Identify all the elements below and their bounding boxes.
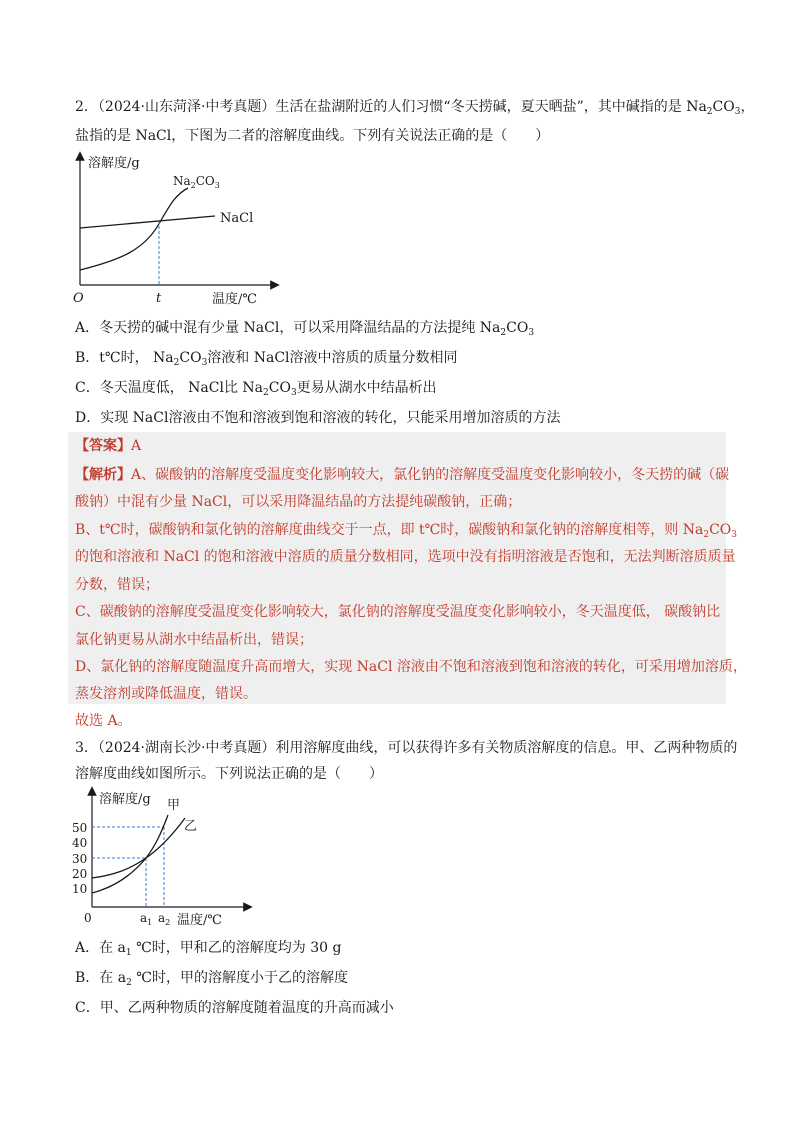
q2-option-a-sub: 2: [500, 328, 507, 338]
q2-option-c: [75, 378, 724, 398]
q2-nacl-label: NaCl: [220, 211, 254, 226]
q2-stem-text-c: ，: [740, 99, 755, 115]
q2-option-c-text-c: 更易从湖水中结晶析出: [296, 380, 437, 396]
q2-x-label: 温度/℃: [212, 292, 257, 307]
q3-origin-label: 0: [84, 911, 92, 925]
q2-option-a: [75, 318, 724, 338]
q2-option-a-sub2: 3: [528, 328, 535, 338]
q3-y-tick-20: 20: [72, 867, 88, 881]
q2-analysis-line8: D、氯化钠的溶解度随温度升高而增大，实现 NaCl 溶液由不饱和溶液到饱和溶液的转化，可采用增加溶质，: [75, 659, 747, 675]
q2-stem-sub: 2: [706, 107, 713, 117]
answer-tag: 【答案】: [75, 438, 131, 454]
q2-analysis-line1: [75, 465, 730, 485]
q3-a1-sub: 1: [147, 918, 153, 927]
q3-a2-text: a: [158, 911, 166, 925]
q3-option-b-text: B．在 a: [75, 970, 127, 986]
q2-na2co3-sub2: 3: [214, 181, 220, 190]
q2-option-b-sub2: 3: [201, 358, 208, 368]
q3-a2-sub: 2: [165, 918, 171, 927]
q3-option-b-sub: 2: [126, 978, 132, 988]
q3-option-c: C．甲、乙两种物质的溶解度随着温度的升高而减小: [75, 1000, 394, 1016]
q2-analysis-line6: C、碳酸钠的溶解度受温度变化影响较大，氯化钠的溶解度受温度变化影响较小，冬天温度低， 碳酸钠比: [75, 604, 721, 620]
q2-stem-text: 2．（2024·山东菏泽·中考真题）生活在盐湖附近的人们习惯“冬天捞碱，夏天晒盐”，其中碱指的是 Na: [75, 99, 707, 115]
q2-option-d: D．实现 NaCl溶液由不饱和溶液到饱和溶液的转化，只能采用增加溶质的方法: [75, 410, 561, 426]
q3-y-label: 溶解度/g: [99, 792, 151, 807]
q2-option-b-text: B．t℃时， Na: [75, 350, 174, 366]
q2-stem-sub2: 3: [734, 107, 741, 117]
q3-y-tick-10: 10: [72, 882, 88, 896]
q2-analysis-line4: 的饱和溶液和 NaCl 的饱和溶液中溶质的质量分数相同，选项中没有指明溶液是否饱和，无法判断溶质质量: [75, 549, 736, 565]
analysis-tag: 【解析】: [75, 467, 131, 483]
q2-solubility-figure: [70, 150, 290, 310]
q2-conclusion: 故选 A。: [75, 713, 132, 729]
analysis-text-3b: CO: [709, 522, 732, 538]
q3-a1-text: a: [140, 911, 148, 925]
q2-na2co3-co: CO: [195, 174, 215, 188]
q2-analysis-line5: 分数，错误；: [75, 577, 159, 593]
q3-option-a: [75, 938, 724, 958]
q2-option-c-sub2: 3: [290, 388, 297, 398]
analysis-text-1: A、碳酸钠的溶解度受温度变化影响较大，氯化钠的溶解度受温度变化影响较小，冬天捞的碱（碳: [131, 467, 730, 483]
q3-x-label: 温度/℃: [177, 913, 222, 928]
analysis-sub-3b: 3: [731, 530, 738, 540]
q2-analysis-line9: 蒸发溶剂或降低温度，错误。: [75, 686, 257, 702]
q2-y-label: 溶解度/g: [88, 156, 140, 171]
q2-stem-line1: [75, 97, 755, 117]
q3-option-a-text-b: ℃时，甲和乙的溶解度均为 30 g: [131, 940, 342, 956]
analysis-text-3a: B、t℃时，碳酸钠和氯化钠的溶解度曲线交于一点，即 t℃时，碳酸钠和氯化钠的溶解度相等，则 Na: [75, 522, 704, 538]
q2-analysis-line2: 酸钠）中混有少量 NaCl，可以采用降温结晶的方法提纯碳酸钠，正确；: [75, 494, 522, 510]
q3-jia-label: 甲: [167, 798, 181, 813]
q3-option-a-text: A．在 a: [75, 940, 126, 956]
q2-option-b: [75, 348, 724, 368]
q3-y-tick-50: 50: [72, 821, 88, 835]
q2-na2co3-curve: [80, 188, 188, 270]
q3-y-tick-40: 40: [72, 836, 88, 850]
answer-value: A: [131, 438, 142, 454]
q2-na2co3-na: Na: [173, 174, 191, 188]
q2-answer: [75, 436, 724, 456]
q3-option-a-sub: 1: [125, 948, 132, 958]
q2-option-a-text-b: CO: [506, 320, 529, 336]
q2-stem-line2: 盐指的是 NaCl，下图为二者的溶解度曲线。下列有关说法正确的是（ ）: [75, 128, 550, 144]
q2-option-b-sub: 2: [173, 358, 180, 368]
q3-stem-line1: 3．（2024·湖南长沙·中考真题）利用溶解度曲线，可以获得许多有关物质溶解度的信息。甲、乙两种物质的: [75, 740, 738, 756]
q3-option-b: [75, 968, 724, 988]
q3-a1-label: [140, 911, 152, 927]
q2-t-label: t: [156, 291, 162, 306]
q3-option-b-text-b: ℃时，甲的溶解度小于乙的溶解度: [131, 970, 348, 986]
analysis-sub-3: 2: [703, 530, 710, 540]
q2-na2co3-label: [173, 174, 220, 190]
q2-option-a-text: A．冬天捞的碱中混有少量 NaCl，可以采用降温结晶的方法提纯 Na: [75, 320, 501, 336]
q3-solubility-figure: [70, 785, 270, 933]
q2-na2co3-sub: 2: [190, 181, 196, 190]
q2-option-b-text-c: 溶液和 NaCl溶液中溶质的质量分数相同: [207, 350, 458, 366]
q2-stem-text-b: CO: [712, 99, 735, 115]
q3-y-tick-30: 30: [72, 852, 88, 866]
q2-nacl-curve: [80, 216, 215, 228]
q2-analysis-line3: [75, 520, 738, 540]
q2-option-c-text: C．冬天温度低， NaCl比 Na: [75, 380, 263, 396]
q3-a2-label: [158, 911, 170, 927]
q2-option-c-sub: 2: [263, 388, 269, 398]
q2-option-b-text-b: CO: [179, 350, 202, 366]
q3-yi-label: 乙: [184, 819, 198, 834]
q2-option-c-text-b: CO: [268, 380, 291, 396]
q2-analysis-line7: 氯化钠更易从湖水中结晶析出，错误；: [75, 632, 313, 648]
q2-origin-label: O: [73, 291, 84, 306]
q3-stem-line2: 溶解度曲线如图所示。下列说法正确的是（ ）: [75, 766, 383, 782]
